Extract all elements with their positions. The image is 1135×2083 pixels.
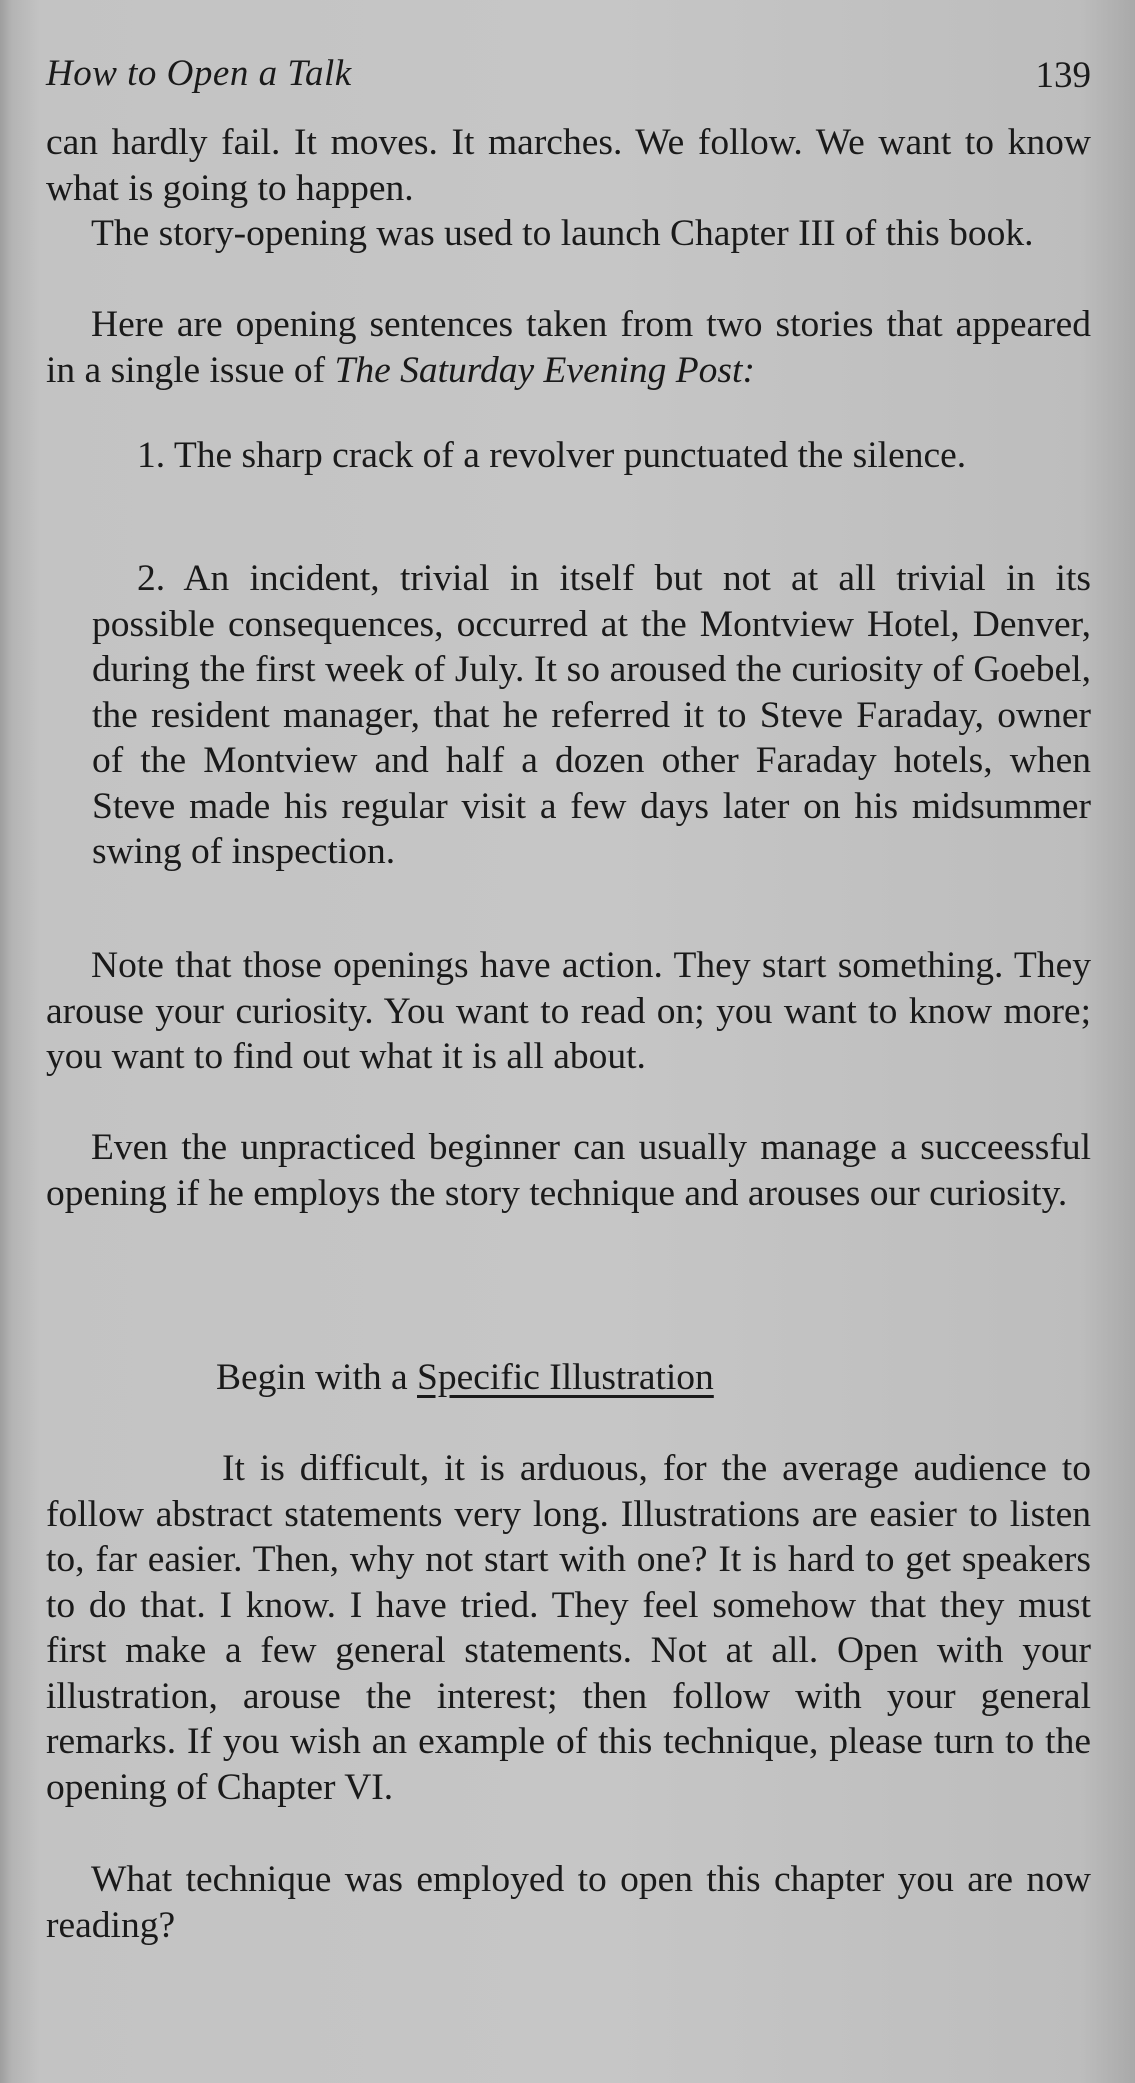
section-heading-underlined: Specific Illustration xyxy=(417,1357,714,1398)
paragraph-illustration: It is difficult, it is arduous, for the average audience to follow abstract statements very long. Illustrations are easier to listen to, far easier. Then, why not start with one? It is hard to get speakers to do that. I know. I have tried. They feel somehow that they must first make a few general statements. Not at all. Open with your illustration, arouse the interest; then follow with your general remarks. If you wish an example of this technique, please turn to the opening of Chapter VI. xyxy=(46,1448,1091,1808)
paragraph-opening-sentences-text: Here are opening sentences taken from two stories that appeared in a single issue of xyxy=(46,304,1091,391)
paragraph-story-opening: The story-opening was used to launch Chapter III of this book. xyxy=(91,213,1034,254)
paragraph-question: What technique was employed to open this chapter you are now reading? xyxy=(46,1859,1091,1946)
page-header xyxy=(46,52,1091,102)
paragraph-beginner: Even the unpracticed beginner can usually manage a succeessful opening if he employs the story technique and arouses our curiosity. xyxy=(46,1127,1091,1214)
paragraph-note-action: Note that those openings have action. They start something. They arouse your curiosity. You want to read on; you want to know more; you want to find out what it is all about. xyxy=(46,945,1091,1077)
paragraph-continuation: can hardly fail. It moves. It marches. We follow. We want to know what is going to happen. xyxy=(46,122,1091,209)
quote-one: 1. The sharp crack of a revolver punctuated the silence. xyxy=(137,435,967,476)
magazine-title: The Saturday Evening Post: xyxy=(334,349,755,391)
section-heading xyxy=(216,1355,714,1400)
page-number: 139 xyxy=(1035,55,1091,96)
section-heading-plain: Begin with a xyxy=(216,1357,418,1398)
running-title: How to Open a Talk xyxy=(46,53,352,94)
paragraph-opening-sentences xyxy=(46,302,1091,393)
quote-two: 2. An incident, trivial in itself but not at all trivial in its possible consequences, occurred at the Montview Hotel, Denver, during the first week of July. It so aroused the curiosity of Goebel, the resident manager, that he referred it to Steve Faraday, owner of the Montview and half a dozen other Faraday hotels, when Steve made his regular visit a few days later on his midsummer swing of inspection. xyxy=(92,558,1091,872)
